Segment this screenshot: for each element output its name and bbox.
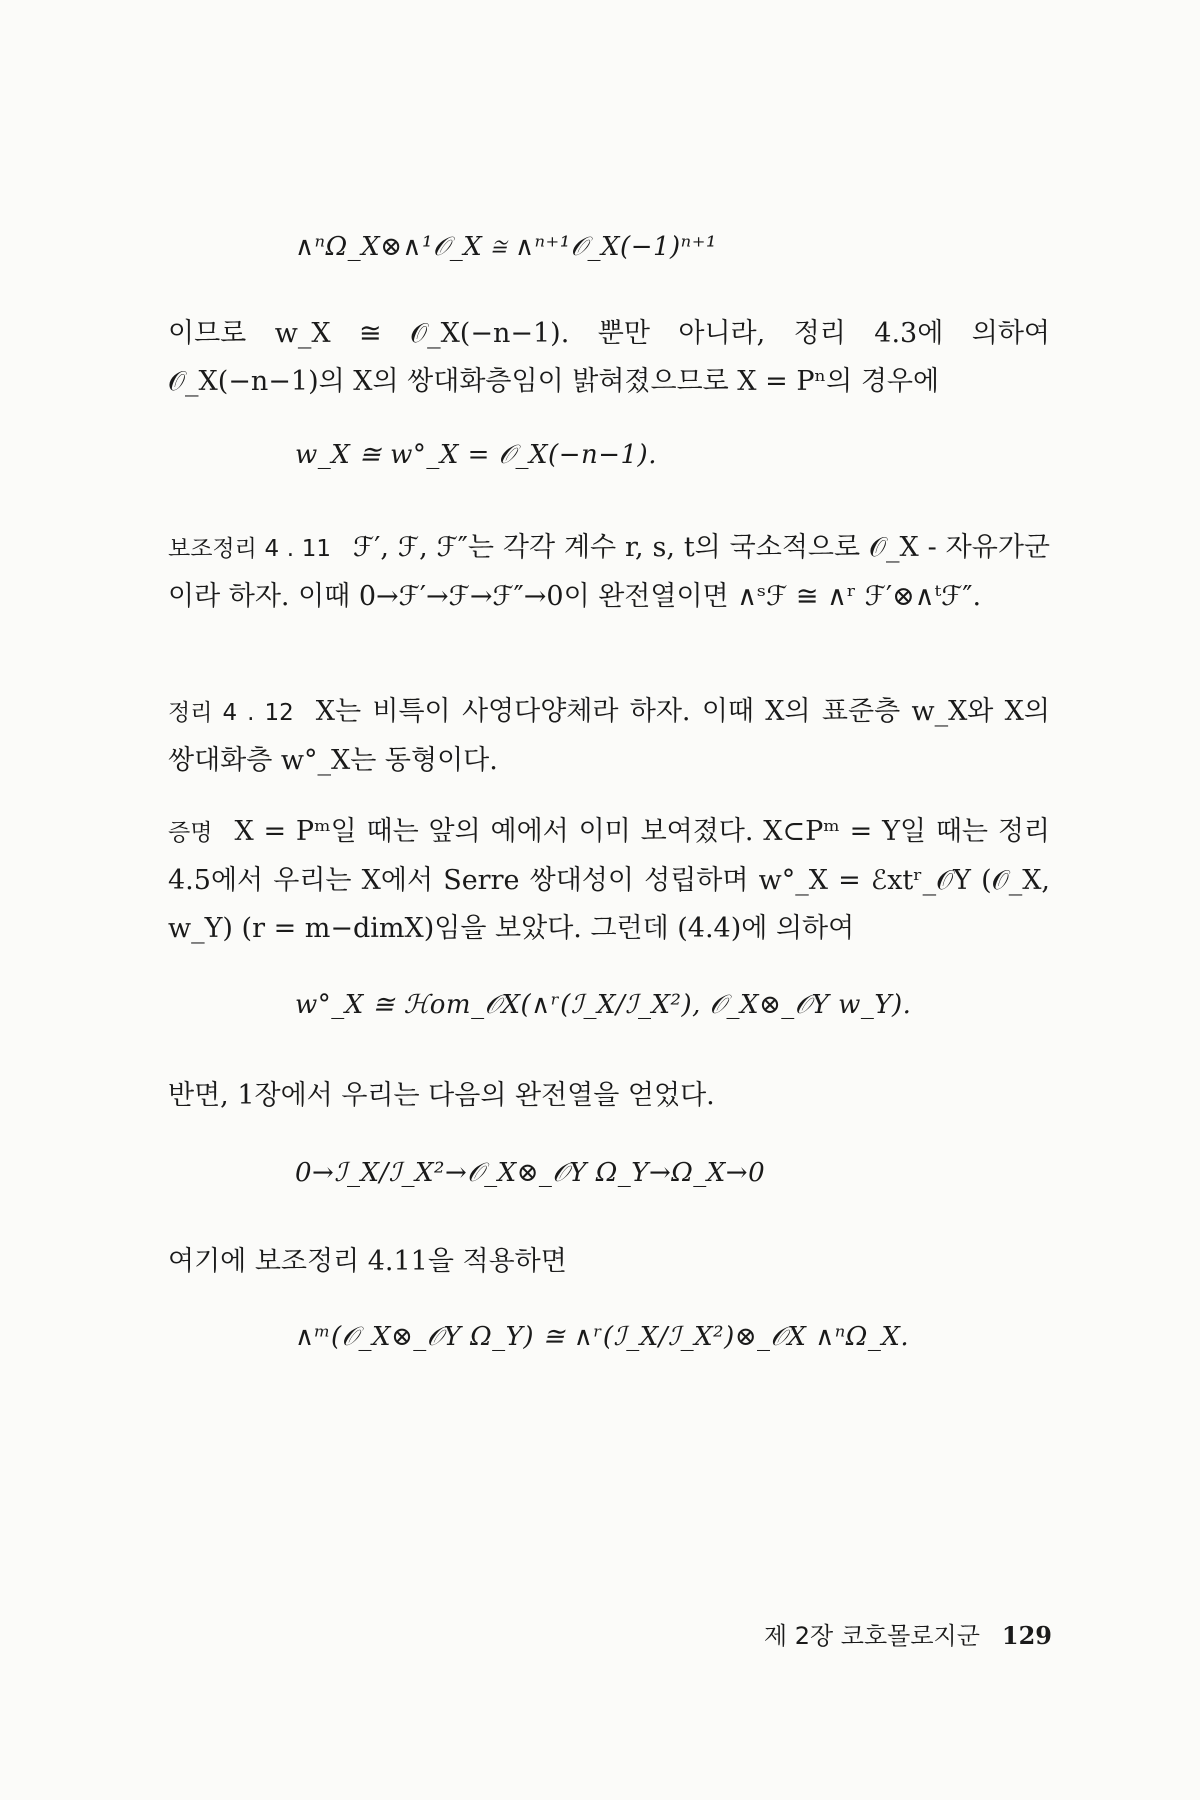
- lemma-text: ℱ′, ℱ, ℱ″는 각각 계수 r, s, t의 국소적으로 𝒪_X - 자유가군이라 하자. 이때 0→ℱ′→ℱ→ℱ″→0이 완전열이면 ∧ˢℱ ≅ ∧ʳ ℱ′⊗∧ᵗℱ″.: [168, 532, 1050, 612]
- equation-exact-sequence: 0→ℐ_X/ℐ_X²→𝒪_X⊗_𝒪Y Ω_Y→Ω_X→0: [295, 1158, 766, 1188]
- theorem-4-12: [168, 688, 1050, 785]
- theorem-text: X는 비특이 사영다양체라 하자. 이때 X의 표준층 w_X와 X의 쌍대화층 w°_X는 동형이다.: [168, 696, 1050, 776]
- theorem-label: 정리 4 . 12: [168, 700, 294, 726]
- paragraph-apply-lemma: 여기에 보조정리 4.11을 적용하면: [168, 1246, 567, 1277]
- proof-text: X = Pᵐ일 때는 앞의 예에서 이미 보여졌다. X⊂Pᵐ = Y일 때는 정리 4.5에서 우리는 X에서 Serre 쌍대성이 성립하며 w°_X = ℰxtʳ_𝒪Y (𝒪_X, w_Y) (r = m−dimX)임을 보았다. 그런데 (4.4)에 의하여: [168, 816, 1050, 944]
- page-footer: [764, 1616, 1052, 1651]
- paragraph-dualizing-sheaf: 이므로 w_X ≅ 𝒪_X(−n−1). 뿐만 아니라, 정리 4.3에 의하여 𝒪_X(−n−1)의 X의 쌍대화층임이 밝혀졌으므로 X = Pⁿ의 경우에: [168, 318, 1050, 397]
- proof-label: 증명: [168, 820, 213, 846]
- paragraph-exact-sequence-intro: 반면, 1장에서 우리는 다음의 완전열을 얻었다.: [168, 1080, 715, 1111]
- equation-hom: w°_X ≅ ℋom_𝒪X(∧ʳ(ℐ_X/ℐ_X²), 𝒪_X⊗_𝒪Y w_Y).: [295, 990, 912, 1020]
- proof-paragraph: [168, 808, 1050, 953]
- page-number: 129: [1001, 1621, 1052, 1650]
- equation-canonical-iso: w_X ≅ w°_X = 𝒪_X(−n−1).: [295, 440, 657, 470]
- lemma-4-11: [168, 524, 1050, 621]
- lemma-label: 보조정리 4 . 11: [168, 536, 332, 562]
- equation-final-iso: ∧ᵐ(𝒪_X⊗_𝒪Y Ω_Y) ≅ ∧ʳ(ℐ_X/ℐ_X²)⊗_𝒪X ∧ⁿΩ_X.: [295, 1322, 910, 1352]
- chapter-title: 제 2장 코호몰로지군: [763, 1622, 980, 1650]
- equation-wedge-omega: ∧ⁿΩ_X⊗∧¹𝒪_X ≅ ∧ⁿ⁺¹𝒪_X(−1)ⁿ⁺¹: [295, 232, 717, 262]
